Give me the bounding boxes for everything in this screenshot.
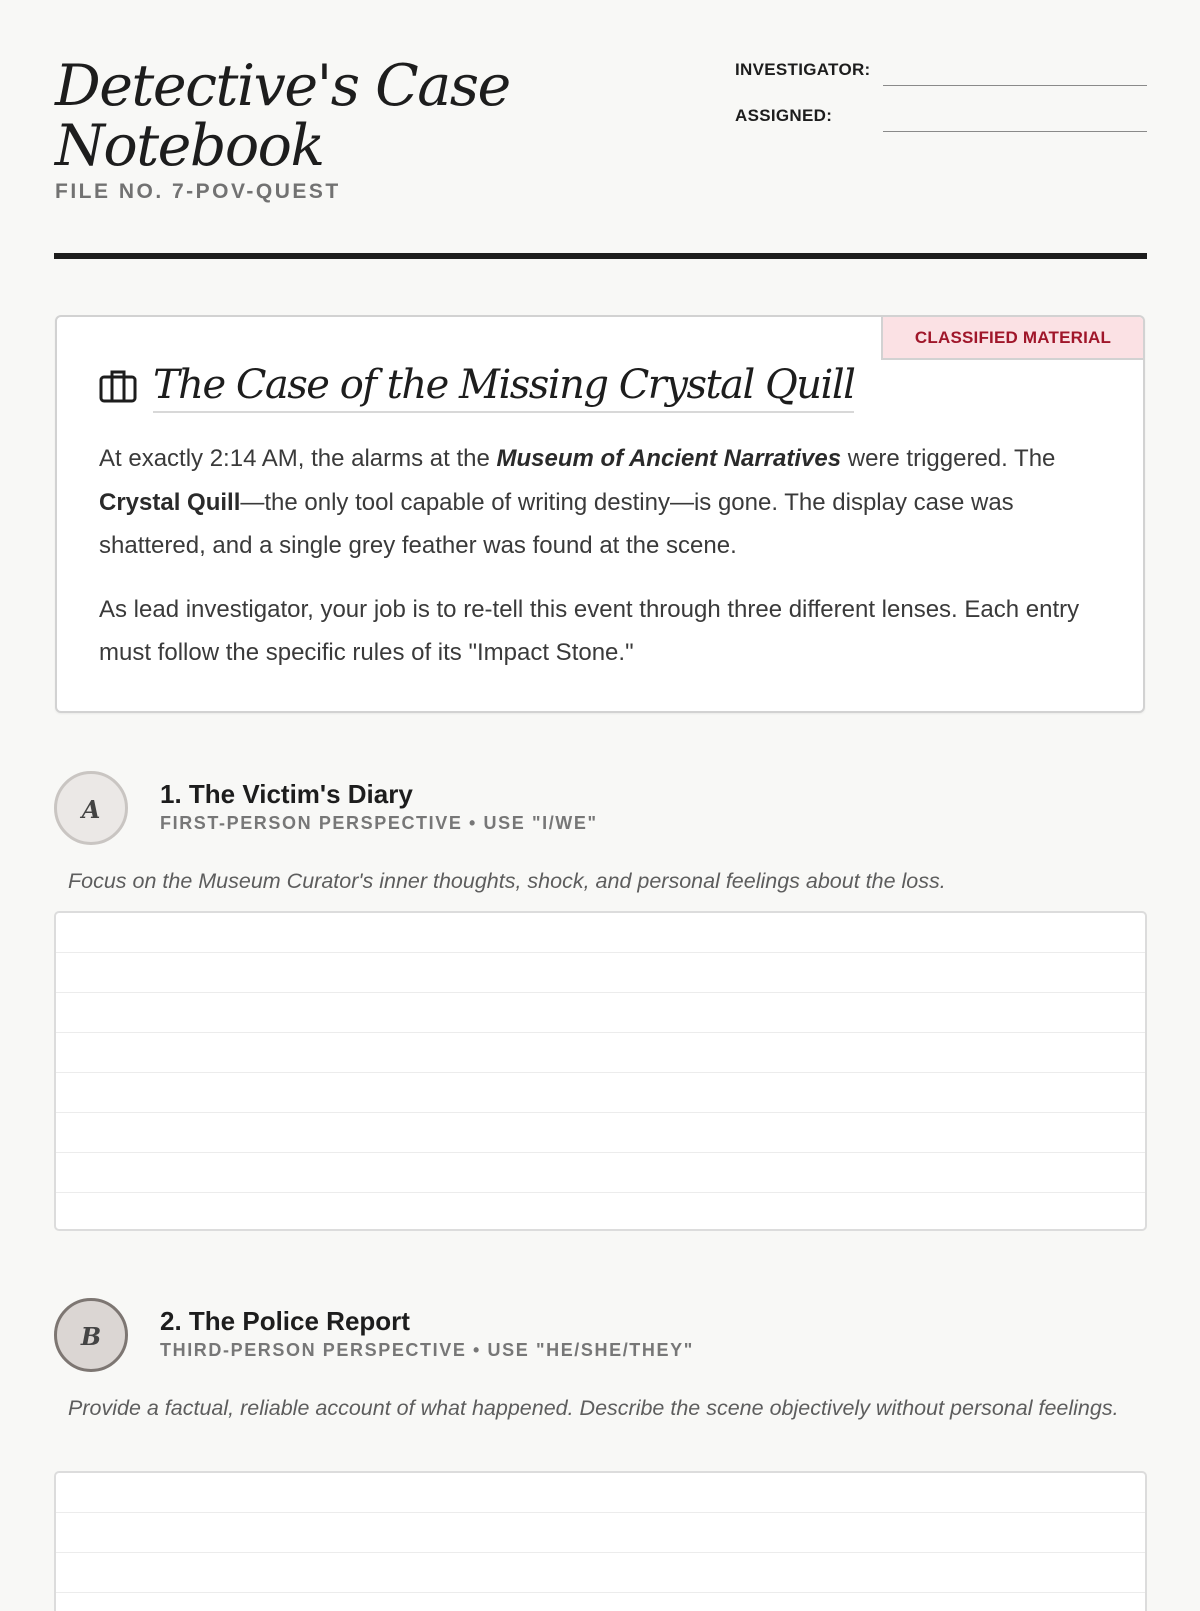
assigned-label: ASSIGNED:	[735, 106, 833, 125]
investigator-field[interactable]	[883, 85, 1147, 86]
case-paragraph-2: As lead investigator, your job is to re-tell this event through three different lenses. Each entry must follow the specific rules of its "Impact Stone."	[99, 595, 1080, 666]
section-victims-diary	[54, 771, 1147, 1231]
section-instruction: Provide a factual, reliable account of what happened. Describe the scene objectively without personal feelings.	[68, 1396, 1119, 1420]
investigator-label: INVESTIGATOR:	[735, 60, 871, 79]
case-brief-card	[55, 315, 1145, 713]
police-report-writing-area[interactable]	[54, 1471, 1147, 1611]
section-badge-a: A	[54, 771, 128, 845]
case-meta	[735, 58, 1147, 150]
section-subtitle: THIRD-PERSON PERSPECTIVE • USE "HE/SHE/THEY"	[160, 1340, 694, 1360]
section-badge-b: B	[54, 1298, 128, 1372]
page-title: Detective's Case Notebook	[55, 53, 510, 179]
section-subtitle: FIRST-PERSON PERSPECTIVE • USE "I/WE"	[160, 813, 598, 833]
briefcase-icon	[99, 367, 137, 405]
title-block	[55, 53, 615, 204]
case-text-2: were triggered. The	[841, 445, 1056, 472]
section-title: 1. The Victim's Diary	[160, 779, 413, 809]
crystal-quill-term: Crystal Quill	[99, 488, 241, 516]
museum-name: Museum of Ancient Narratives	[496, 445, 842, 472]
case-description	[99, 437, 1109, 695]
file-number: FILE NO. 7-POV-QUEST	[55, 180, 341, 203]
section-title: 2. The Police Report	[160, 1306, 410, 1336]
section-police-report	[54, 1298, 1147, 1600]
classified-badge: CLASSIFIED MATERIAL	[881, 317, 1143, 360]
victims-diary-writing-area[interactable]	[54, 911, 1147, 1231]
assigned-field[interactable]	[883, 131, 1147, 132]
case-title: The Case of the Missing Crystal Quill	[153, 359, 854, 413]
investigator-row	[735, 58, 1147, 104]
case-title-row	[99, 359, 1079, 419]
section-instruction: Focus on the Museum Curator's inner thoughts, shock, and personal feelings about the loss.	[68, 869, 946, 893]
case-text-3: —the only tool capable of writing destiny—is gone. The display case was shattered, and a single grey feather was found at the scene.	[99, 488, 1014, 559]
header-divider	[54, 253, 1147, 259]
case-paragraph-1	[99, 437, 1109, 568]
assigned-row	[735, 104, 1147, 150]
case-text-1: At exactly 2:14 AM, the alarms at the	[99, 445, 497, 472]
